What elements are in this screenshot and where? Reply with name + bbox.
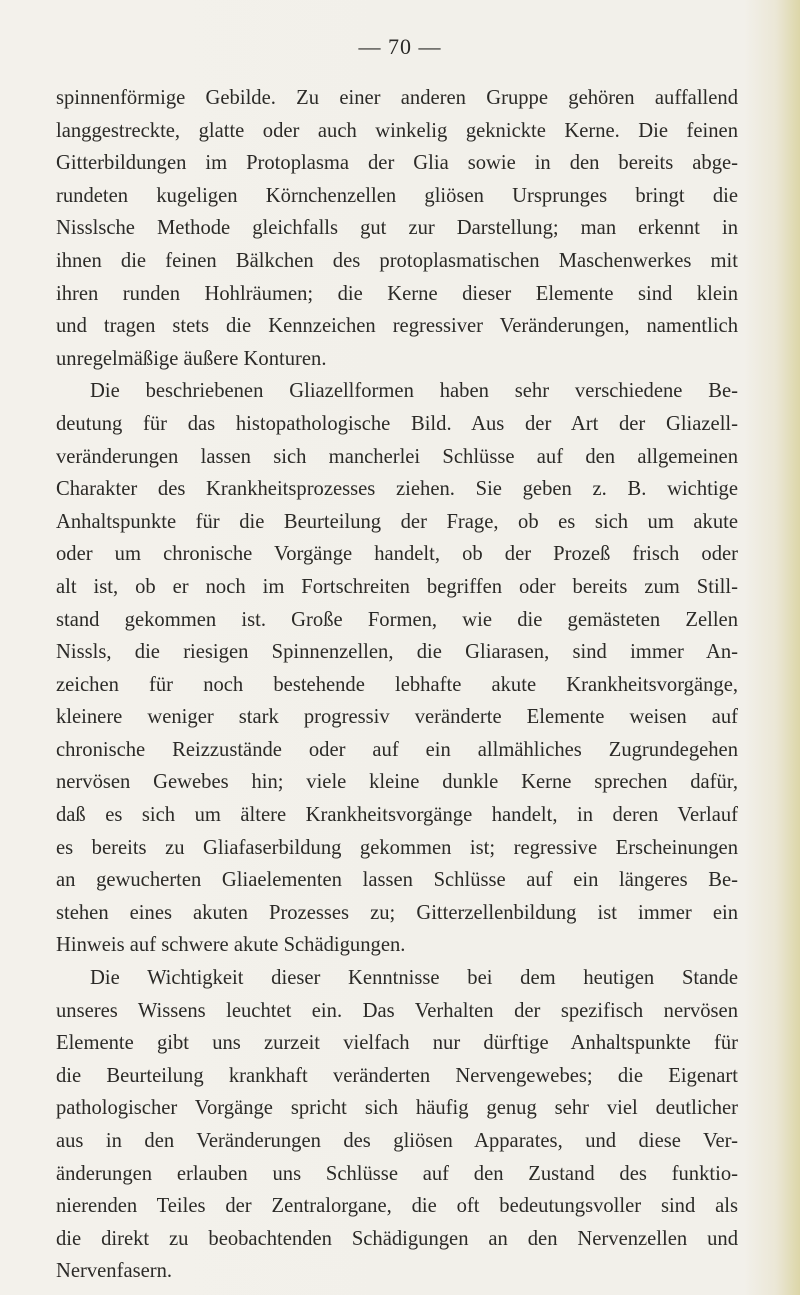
paragraph bbox=[56, 962, 738, 1288]
text-line: aus in den Veränderungen des gliösen Apparates, und diese Ver- bbox=[56, 1130, 738, 1152]
text-line: es bereits zu Gliafaserbildung gekommen ist; regressive Erscheinungen bbox=[56, 836, 738, 859]
text-line: die Beurteilung krankhaft veränderten Nervengewebes; die Eigenart bbox=[56, 1064, 738, 1087]
text-line: chronische Reizzustände oder auf ein allmähliches Zugrundegehen bbox=[56, 738, 738, 761]
text-line: langgestreckte, glatte oder auch winkelig geknickte Kerne. Die feinen bbox=[56, 119, 738, 142]
text-line: Hinweis auf schwere akute Schädigungen. bbox=[56, 934, 406, 957]
text-line: deutung für das histopathologische Bild. Aus der Art der Gliazell- bbox=[56, 412, 738, 435]
text-line: nierenden Teiles der Zentralorgane, die oft bedeutungsvoller sind als bbox=[56, 1195, 738, 1218]
text-line: spinnenförmige Gebilde. Zu einer anderen Gruppe gehören auffallend bbox=[56, 87, 738, 109]
text-line: Nisslsche Methode gleichfalls gut zur Darstellung; man erkennt in bbox=[56, 217, 738, 240]
text-line: unregelmäßige äußere Konturen. bbox=[56, 347, 327, 370]
text-line: zeichen für noch bestehende lebhafte akute Krankheitsvorgänge, bbox=[56, 673, 738, 696]
text-line: Anhaltspunkte für die Beurteilung der Frage, ob es sich um akute bbox=[56, 510, 738, 533]
text-line: daß es sich um ältere Krankheitsvorgänge handelt, in deren Verlauf bbox=[56, 804, 738, 827]
text-line: rundeten kugeligen Körnchenzellen gliösen Ursprunges bringt die bbox=[56, 184, 738, 207]
text-line: veränderungen lassen sich mancherlei Schlüsse auf den allgemeinen bbox=[56, 445, 738, 468]
text-line: ihren runden Hohlräumen; die Kerne dieser Elemente sind klein bbox=[56, 282, 738, 305]
text-line: Gitterbildungen im Protoplasma der Glia sowie in den bereits abge- bbox=[56, 152, 738, 175]
text-line: unseres Wissens leuchtet ein. Das Verhalten der spezifisch nervösen bbox=[56, 999, 738, 1022]
text-line: nervösen Gewebes hin; viele kleine dunkle Kerne sprechen dafür, bbox=[56, 771, 738, 794]
text-line: alt ist, ob er noch im Fortschreiten begriffen oder bereits zum Still- bbox=[56, 575, 738, 598]
page-number: — 70 — bbox=[358, 34, 442, 59]
text-line: Elemente gibt uns zurzeit vielfach nur dürftige Anhaltspunkte für bbox=[56, 1032, 738, 1055]
text-line: Charakter des Krankheitsprozesses ziehen. Sie geben z. B. wichtige bbox=[56, 478, 738, 501]
text-line: änderungen erlauben uns Schlüsse auf den Zustand des funktio- bbox=[56, 1162, 738, 1185]
text-line: ihnen die feinen Bälkchen des protoplasmatischen Maschenwerkes mit bbox=[56, 249, 738, 272]
text-line: Nervenfasern. bbox=[56, 1260, 173, 1283]
body-text bbox=[56, 82, 738, 1288]
text-line: kleinere weniger stark progressiv veränderte Elemente weisen auf bbox=[56, 706, 738, 729]
text-line: stehen eines akuten Prozesses zu; Gitterzellenbildung ist immer ein bbox=[56, 901, 738, 924]
text-line: pathologischer Vorgänge spricht sich häufig genug sehr viel deutlicher bbox=[56, 1097, 738, 1120]
text-line: stand gekommen ist. Große Formen, wie die gemästeten Zellen bbox=[56, 608, 738, 631]
text-line: Nissls, die riesigen Spinnenzellen, die Gliarasen, sind immer An- bbox=[56, 641, 738, 664]
text-line: Die beschriebenen Gliazellformen haben sehr verschiedene Be- bbox=[90, 380, 738, 403]
text-line: die direkt zu beobachtenden Schädigungen an den Nervenzellen und bbox=[56, 1227, 738, 1250]
text-line: und tragen stets die Kennzeichen regressiver Veränderungen, namentlich bbox=[56, 315, 738, 338]
text-line: oder um chronische Vorgänge handelt, ob der Prozeß frisch oder bbox=[56, 543, 738, 566]
text-line: Die Wichtigkeit dieser Kenntnisse bei dem heutigen Stande bbox=[90, 967, 738, 990]
paragraph bbox=[56, 82, 738, 375]
text-line: an gewucherten Gliaelementen lassen Schlüsse auf ein längeres Be- bbox=[56, 869, 738, 892]
paragraph bbox=[56, 375, 738, 962]
